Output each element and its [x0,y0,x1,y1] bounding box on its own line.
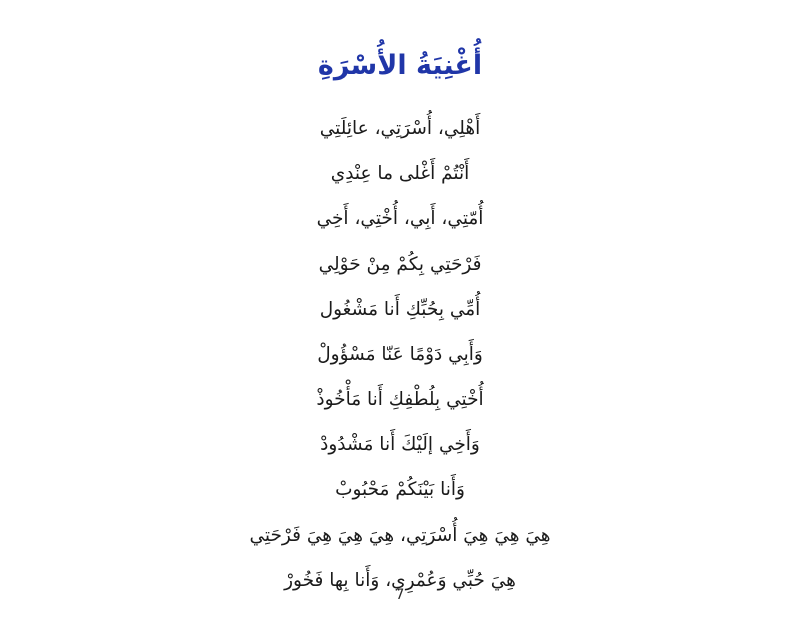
poem-line: هِيَ حُبِّي وَعُمْرِي، وَأَنا بِها فَخُورْ [284,569,516,591]
poem-line: وَأَنا بَيْنَكُمْ مَحْبُوبْ [335,479,465,501]
poem-line: أَنْتُمْ أَغْلى ما عِنْدِي [330,163,470,185]
poem-line: أُمّتِي، أَبِي، أُخْتِي، أَخِي [316,208,484,230]
poem-line: وَأَخِي إلَيْكَ أَنا مَشْدُودْ [320,434,480,456]
poem-line: فَرْحَتِي بِكُمْ مِنْ حَوْلِي [318,253,482,275]
page-number: 7 [395,587,405,603]
poem-line: هِيَ هِيَ هِيَ أُسْرَتِي، هِيَ هِيَ هِيَ فَرْحَتِي [249,524,551,546]
poem-body [60,115,740,612]
poem-line: أُخْتِي بِلُطْفِكِ أَنا مَأْخُوذْ [316,389,484,411]
poem-line: أَهْلِي، أُسْرَتِي، عائِلَتِي [319,118,481,139]
poem-line: أُمِّي بِحُبِّكِ أَنا مَشْغُول [319,298,481,320]
page-title: أُغْنِيَةُ الأُسْرَةِ [317,50,483,81]
poem-line: وَأَبِي دَوْمًا عَنّا مَسْؤُولْ [317,343,483,365]
